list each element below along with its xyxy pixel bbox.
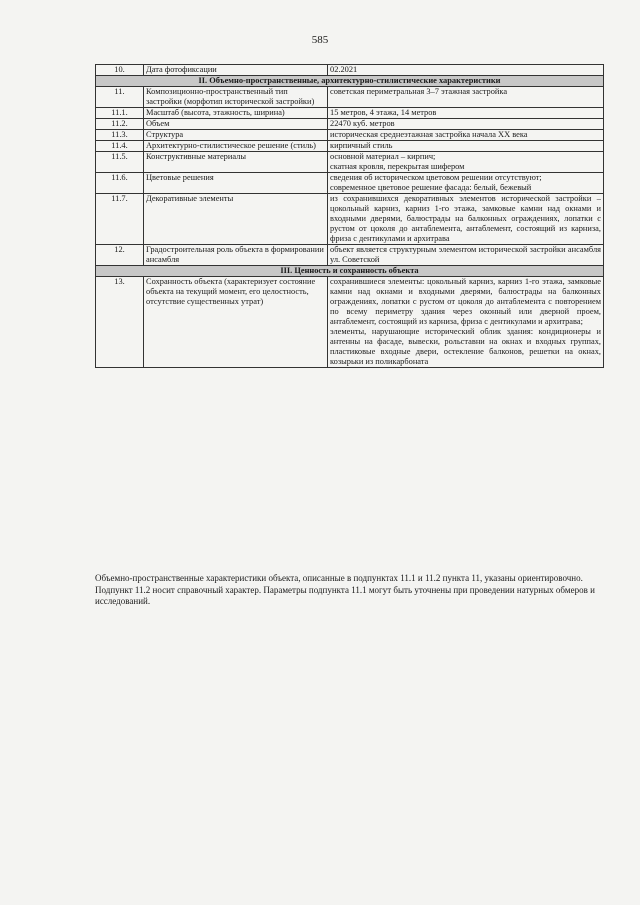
row-number: 10.: [96, 65, 144, 76]
table-row: [96, 141, 604, 152]
row-value: [328, 130, 604, 141]
row-value: [328, 173, 604, 194]
row-label: Конструктивные материалы: [144, 152, 328, 173]
row-value: [328, 119, 604, 130]
row-label: Структура: [144, 130, 328, 141]
page-number: 585: [311, 34, 329, 46]
value-line: 02.2021: [330, 65, 358, 74]
row-value: [328, 65, 604, 76]
value-line: элементы, нарушающие исторический облик здания: кондиционеры и антенны на фасаде, вывески, рольставни на окнах и входных группах, пластиковые входные двери, остекление балконов, решетки на окнах, козырьки из поликарбоната: [330, 327, 601, 366]
row-number: 11.3.: [96, 130, 144, 141]
row-number: 11.4.: [96, 141, 144, 152]
characteristics-table: [95, 64, 604, 368]
section-title: III. Ценность и сохранность объекта: [96, 266, 604, 277]
row-value: [328, 245, 604, 266]
value-line: историческая среднеэтажная застройка начала XX века: [330, 130, 528, 139]
value-line: сведения об историческом цветовом решении отсутствуют;: [330, 173, 542, 182]
value-line: советская периметральная 3–7 этажная застройка: [330, 87, 508, 96]
row-label: Дата фотофиксации: [144, 65, 328, 76]
table-body: [96, 65, 604, 368]
table-row: [96, 152, 604, 173]
value-line: из сохранившихся декоративных элементов исторической застройки – цокольный карниз, карниз 1-го этажа, замковые камни над окнами и входными дверями, балюстрады на балконных ограждениях, лопатки с рустом от цоколя до антаблемента, антаблемент, состоящий из карниза, фриза с дентикулами и архитрава: [330, 194, 601, 243]
table-row: [96, 108, 604, 119]
row-value: [328, 152, 604, 173]
value-line: сохранившиеся элементы: цокольный карниз, карниз 1-го этажа, замковые камни над окнами и входными дверями, балюстрады на балконных ограждениях, лопатки с рустом от цоколя до антаблемента с повторением по всему периметру здания через оконный или дверной проем, антаблемент, состоящий из карниза, фриза с дентикулами и архитрава;: [330, 277, 601, 326]
row-value: [328, 141, 604, 152]
row-label: Декоративные элементы: [144, 194, 328, 245]
row-number: 11.7.: [96, 194, 144, 245]
value-line: объект является структурным элементом исторической застройки ансамбля ул. Советской: [330, 245, 601, 264]
section-header-row: [96, 76, 604, 87]
table-row: [96, 194, 604, 245]
row-number: 12.: [96, 245, 144, 266]
footnote-text: Объемно-пространственные характеристики объекта, описанные в подпунктах 11.1 и 11.2 пункта 11, указаны ориентировочно. Подпункт 11.2 носит справочный характер. Параметры подпункта 11.1 могут быть уточнены при проведении натурных обмеров и исследований.: [95, 573, 595, 606]
value-line: 22470 куб. метров: [330, 119, 395, 128]
row-number: 11.5.: [96, 152, 144, 173]
row-number: 11.2.: [96, 119, 144, 130]
row-label: Объем: [144, 119, 328, 130]
table-row: [96, 173, 604, 194]
section-header-row: [96, 266, 604, 277]
value-line: основной материал – кирпич;: [330, 152, 436, 161]
row-label: Архитектурно-стилистическое решение (стиль): [144, 141, 328, 152]
value-line: кирпичный стиль: [330, 141, 393, 150]
value-line: 15 метров, 4 этажа, 14 метров: [330, 108, 437, 117]
table-row: [96, 130, 604, 141]
section-title: II. Объемно-пространственные, архитектурно-стилистические характеристики: [96, 76, 604, 87]
row-value: [328, 87, 604, 108]
row-label: Масштаб (высота, этажность, ширина): [144, 108, 328, 119]
row-number: 11.6.: [96, 173, 144, 194]
row-label: Сохранность объекта (характеризует состояние объекта на текущий момент, его целостность, отсутствие существенных утрат): [144, 277, 328, 368]
row-number: 11.: [96, 87, 144, 108]
row-label: Цветовые решения: [144, 173, 328, 194]
row-number: 11.1.: [96, 108, 144, 119]
row-value: [328, 277, 604, 368]
table-row: [96, 277, 604, 368]
row-number: 13.: [96, 277, 144, 368]
table-row: [96, 87, 604, 108]
table-row: [96, 65, 604, 76]
footnote-block: [95, 573, 605, 608]
row-value: [328, 194, 604, 245]
row-label: Градостроительная роль объекта в формировании ансамбля: [144, 245, 328, 266]
table-row: [96, 245, 604, 266]
row-label: Композиционно-пространственный тип застройки (морфотип исторической застройки): [144, 87, 328, 108]
value-line: скатная кровля, перекрытая шифером: [330, 162, 465, 171]
row-value: [328, 108, 604, 119]
value-line: современное цветовое решение фасада: белый, бежевый: [330, 183, 532, 192]
table-row: [96, 119, 604, 130]
